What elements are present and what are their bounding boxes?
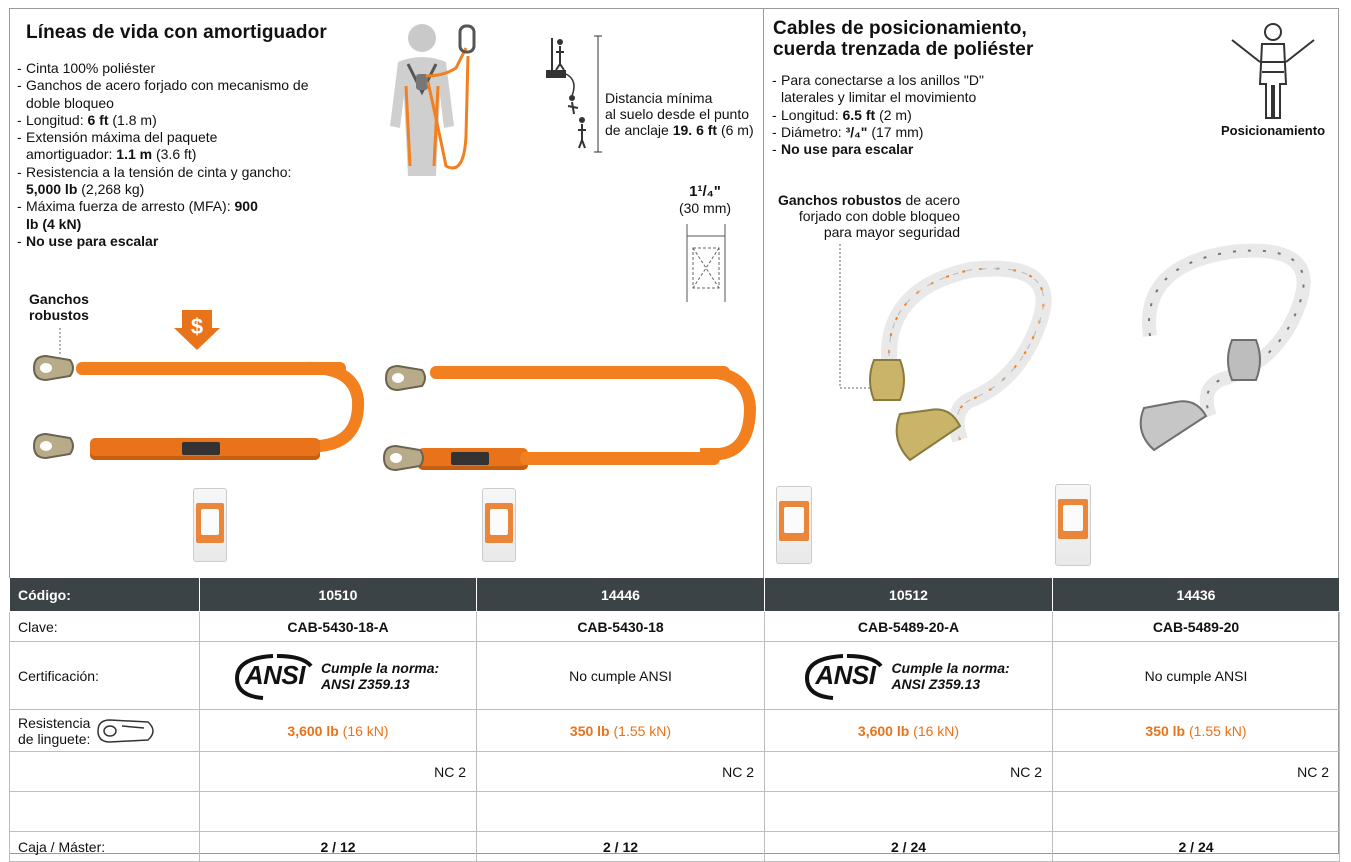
- right-spec-item: - Para conectarse a los anillos "D" laterales y limitar el movimiento: [772, 72, 1022, 107]
- robust-hooks-note: Ganchos robustos de acero forjado con doble bloqueo para mayor seguridad: [777, 192, 960, 240]
- code-label: Código:: [10, 578, 200, 612]
- box-master: 2 / 24: [1053, 832, 1340, 862]
- table-row: [10, 792, 1340, 832]
- right-spec-list: [772, 72, 1022, 158]
- product-package-icon: [1055, 484, 1091, 566]
- snap-hook-icon: [92, 716, 162, 746]
- table-row: [10, 832, 1340, 862]
- certification-cell: No cumple ANSI: [477, 642, 765, 710]
- shock-absorber: [90, 438, 320, 460]
- price-down-arrow-icon: [174, 310, 220, 350]
- snap-hook-icon: [30, 430, 76, 462]
- ansi-logo: ANSI: [237, 660, 305, 691]
- left-spec-item: - Extensión máxima del paquete amortiguador: 1.1 m (3.6 ft): [17, 129, 266, 164]
- nc-cell: NC 2: [765, 752, 1053, 792]
- lanyard-loop: [700, 364, 762, 464]
- webbing-width-icon: [683, 224, 729, 302]
- left-spec-item: - Máxima fuerza de arresto (MFA): 900 lb (4 kN): [17, 198, 266, 233]
- empty-cell: [477, 792, 765, 832]
- certification-cell: ANSI Cumple la norma: ANSI Z359.13: [765, 642, 1053, 710]
- product-spec-table: [9, 578, 1340, 862]
- product-key: CAB-5430-18-A: [200, 612, 477, 642]
- empty-cell: [10, 752, 200, 792]
- empty-cell: [1053, 792, 1340, 832]
- left-spec-list: [17, 60, 317, 250]
- right-spec-item: - Longitud: 6.5 ft (2 m): [772, 107, 1022, 124]
- fall-clearance-icon: [544, 34, 604, 154]
- braided-rope: [1120, 236, 1320, 466]
- snap-hook-icon: [380, 442, 426, 474]
- right-spec-item: - No use para escalar: [772, 141, 1022, 158]
- section-divider: [763, 8, 764, 578]
- snap-hook-icon: [30, 352, 76, 384]
- lanyard-webbing: [520, 452, 720, 465]
- box-master: 2 / 24: [765, 832, 1053, 862]
- empty-cell: [200, 792, 477, 832]
- table-row: [10, 710, 1340, 752]
- box-master: 2 / 12: [477, 832, 765, 862]
- product-key: CAB-5489-20-A: [765, 612, 1053, 642]
- svg-text:$: $: [190, 314, 204, 339]
- empty-cell: [765, 792, 1053, 832]
- empty-cell: [10, 792, 200, 832]
- left-title: Líneas de vida con amortiguador: [26, 22, 327, 43]
- product-key: CAB-5430-18: [477, 612, 765, 642]
- latch-strength: 350 lb (1.55 kN): [1053, 710, 1340, 752]
- product-package-icon: [482, 488, 516, 562]
- latch-strength: 350 lb (1.55 kN): [477, 710, 765, 752]
- nc-cell: NC 2: [200, 752, 477, 792]
- product-package-icon: [776, 486, 812, 564]
- table-header-row: [10, 578, 1340, 612]
- webbing-width-label: 1¹/₄" (30 mm): [678, 183, 732, 216]
- left-spec-item: - Cinta 100% poliéster: [17, 60, 317, 77]
- left-spec-item: - Longitud: 6 ft (1.8 m): [17, 112, 317, 129]
- right-spec-item: - Diámetro: ³/₄" (17 mm): [772, 124, 1022, 141]
- key-label: Clave:: [10, 612, 200, 642]
- harness-figure-icon: [384, 16, 484, 184]
- left-spec-item: - Ganchos de acero forjado con mecanismo de doble bloqueo: [17, 77, 317, 112]
- nc-cell: NC 2: [477, 752, 765, 792]
- cert-label: Certificación:: [10, 642, 200, 710]
- product-code: 10512: [765, 578, 1053, 612]
- latch-strength: 3,600 lb (16 kN): [200, 710, 477, 752]
- left-spec-item: - No use para escalar: [17, 233, 317, 250]
- product-code: 14446: [477, 578, 765, 612]
- snap-hook-icon: [382, 362, 428, 394]
- product-package-icon: [193, 488, 227, 562]
- table-row: [10, 752, 1340, 792]
- ansi-logo: ANSI: [807, 660, 875, 691]
- latch-label: Resistencia de linguete:: [10, 710, 200, 752]
- braided-rope: [860, 250, 1060, 480]
- positioning-label: Posicionamiento: [1220, 123, 1326, 138]
- positioning-figure-icon: [1230, 22, 1316, 122]
- certification-cell: No cumple ANSI: [1053, 642, 1340, 710]
- left-spec-item: - Resistencia a la tensión de cinta y gancho: 5,000 lb (2,268 kg): [17, 164, 296, 199]
- box-master: 2 / 12: [200, 832, 477, 862]
- latch-strength: 3,600 lb (16 kN): [765, 710, 1053, 752]
- table-row: [10, 642, 1340, 710]
- product-code: 14436: [1053, 578, 1340, 612]
- right-title: Cables de posicionamiento, cuerda trenzada de poliéster: [773, 18, 1034, 60]
- product-key: CAB-5489-20: [1053, 612, 1340, 642]
- lanyard-webbing: [430, 366, 730, 379]
- hooks-label: Ganchos robustos: [29, 291, 89, 323]
- certification-cell: ANSI Cumple la norma: ANSI Z359.13: [200, 642, 477, 710]
- shock-absorber: [418, 448, 528, 470]
- box-label: Caja / Máster:: [10, 832, 200, 862]
- table-row: [10, 612, 1340, 642]
- product-code: 10510: [200, 578, 477, 612]
- clearance-note: Distancia mínima al suelo desde el punto de anclaje 19. 6 ft (6 m): [605, 90, 754, 138]
- nc-cell: NC 2: [1053, 752, 1340, 792]
